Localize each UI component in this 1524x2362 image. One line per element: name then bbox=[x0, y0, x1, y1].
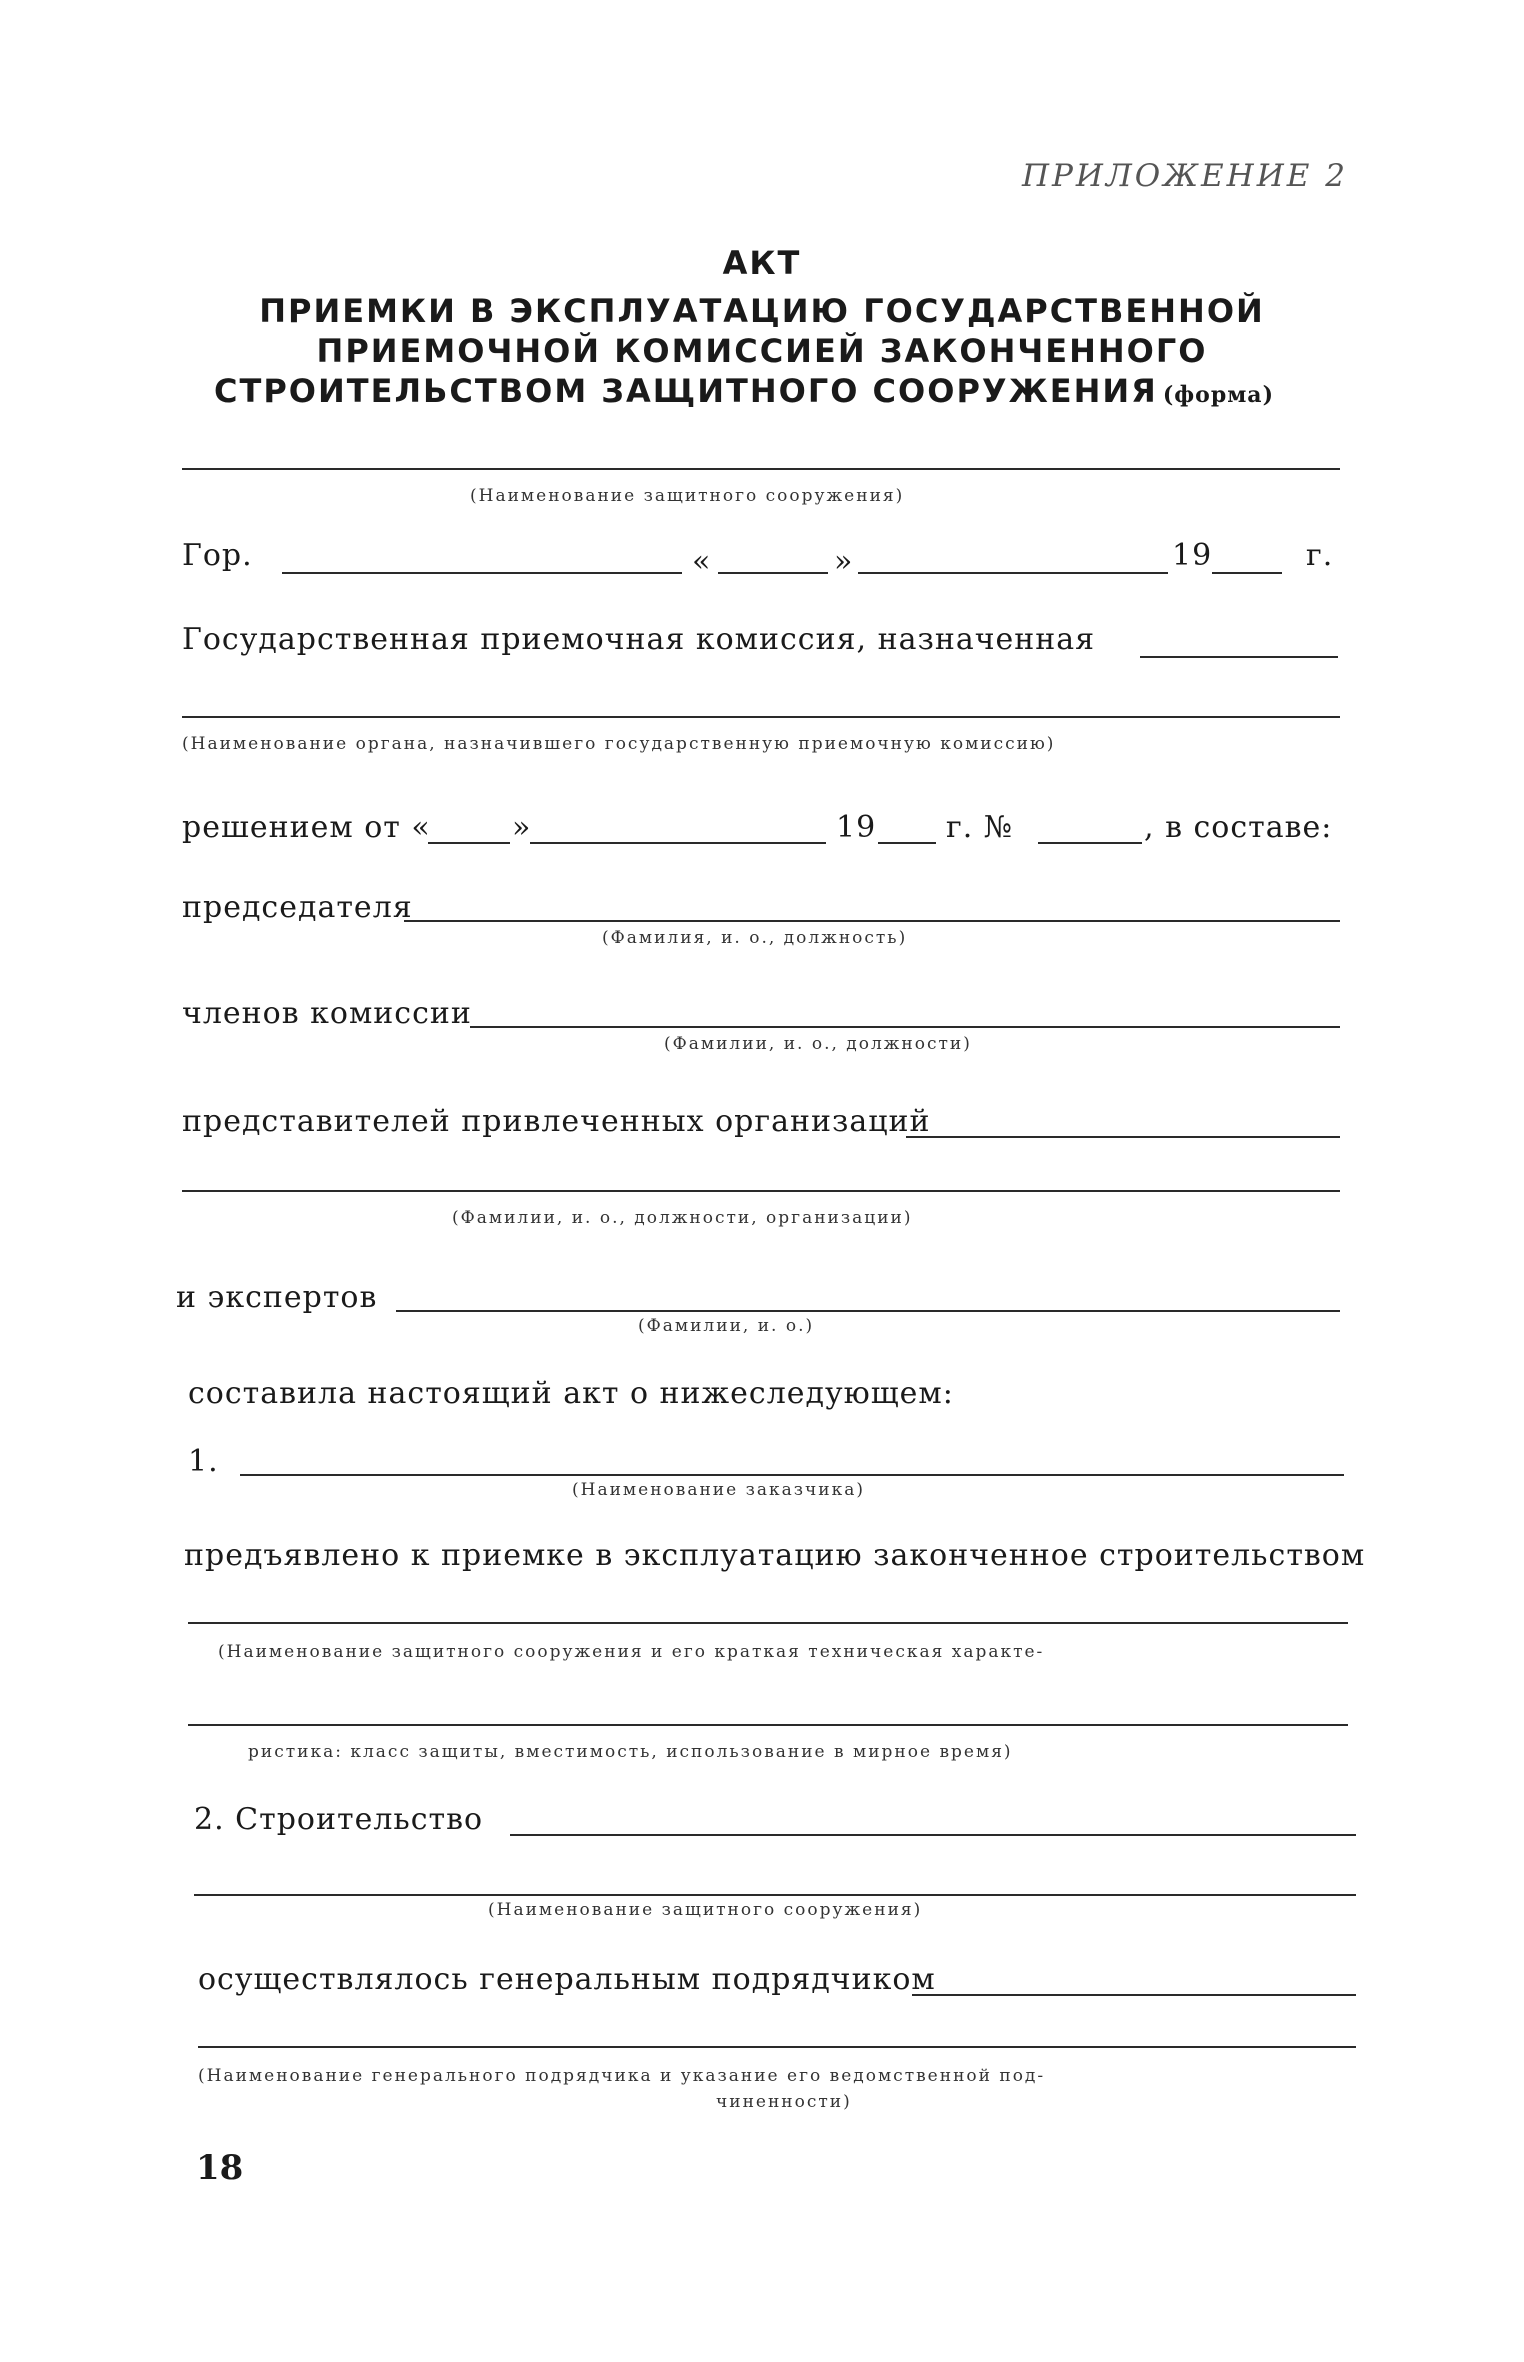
city-field[interactable] bbox=[282, 572, 682, 574]
quote-open: « bbox=[692, 544, 712, 579]
customer-field[interactable] bbox=[240, 1474, 1344, 1476]
decision-year-prefix: 19 bbox=[836, 810, 877, 845]
page-number: 18 bbox=[196, 2148, 244, 2188]
commission-label: Государственная приемочная комиссия, назначенная bbox=[182, 622, 1096, 657]
item-1-number: 1. bbox=[188, 1444, 219, 1479]
experts-label: и экспертов bbox=[176, 1280, 378, 1315]
quote-close: » bbox=[834, 544, 854, 579]
chairman-field[interactable] bbox=[404, 920, 1340, 922]
day-field[interactable] bbox=[718, 572, 828, 574]
object-name-2-caption: (Наименование защитного сооружения) bbox=[488, 1900, 923, 1920]
form-label: (форма) bbox=[1162, 382, 1274, 408]
chairman-label: председателя bbox=[182, 890, 413, 925]
object-tech-caption-1: (Наименование защитного сооружения и его краткая техническая характе- bbox=[218, 1642, 1045, 1662]
city-label: Гор. bbox=[182, 538, 253, 573]
decision-year-field[interactable] bbox=[878, 842, 936, 844]
month-field[interactable] bbox=[858, 572, 1168, 574]
decision-quote-close: » bbox=[512, 810, 532, 845]
construction-field[interactable] bbox=[510, 1834, 1356, 1836]
year-prefix: 19 bbox=[1172, 538, 1213, 573]
composition-label: , в составе: bbox=[1144, 810, 1333, 845]
contractor-name-field[interactable] bbox=[198, 2046, 1356, 2048]
object-name-caption: (Наименование защитного сооружения) bbox=[470, 486, 905, 506]
orgs-label: представителей привлеченных организаций bbox=[182, 1104, 931, 1139]
decision-number-label: г. № bbox=[946, 810, 1014, 845]
customer-caption: (Наименование заказчика) bbox=[572, 1480, 866, 1500]
presented-text: предъявлено к приемке в эксплуатацию законченное строительством bbox=[184, 1538, 1366, 1573]
decision-label: решением от « bbox=[182, 810, 431, 845]
decision-month-field[interactable] bbox=[530, 842, 826, 844]
orgs-caption: (Фамилии, и. о., должности, организации) bbox=[452, 1208, 913, 1228]
orgs-field[interactable] bbox=[906, 1136, 1340, 1138]
general-contractor-label: осуществлялось генеральным подрядчиком bbox=[198, 1962, 936, 1997]
chairman-caption: (Фамилия, и. о., должность) bbox=[602, 928, 908, 948]
object-tech-field-2[interactable] bbox=[188, 1724, 1348, 1726]
general-contractor-field[interactable] bbox=[912, 1994, 1356, 1996]
experts-caption: (Фамилии, и. о.) bbox=[638, 1316, 815, 1336]
object-name-2-field[interactable] bbox=[194, 1894, 1356, 1896]
authority-field[interactable] bbox=[182, 716, 1340, 718]
year-suffix: г. bbox=[1306, 538, 1334, 573]
decision-day-field[interactable] bbox=[428, 842, 510, 844]
object-tech-caption-2: ристика: класс защиты, вместимость, использование в мирное время) bbox=[248, 1742, 1013, 1762]
orgs-field-2[interactable] bbox=[182, 1190, 1340, 1192]
document-title-line4: СТРОИТЕЛЬСТВОМ ЗАЩИТНОГО СООРУЖЕНИЯ bbox=[214, 372, 1158, 410]
object-name-field[interactable] bbox=[182, 468, 1340, 470]
document-title-line3: ПРИЕМОЧНОЙ КОМИССИЕЙ ЗАКОНЧЕННОГО bbox=[316, 332, 1208, 370]
year-field[interactable] bbox=[1212, 572, 1282, 574]
object-tech-field[interactable] bbox=[188, 1622, 1348, 1624]
authority-caption: (Наименование органа, назначившего государственную приемочную комиссию) bbox=[182, 734, 1056, 754]
contractor-caption-2: чиненности) bbox=[716, 2092, 852, 2112]
decision-number-field[interactable] bbox=[1038, 842, 1142, 844]
document-title-line2: ПРИЕМКИ В ЭКСПЛУАТАЦИЮ ГОСУДАРСТВЕННОЙ bbox=[259, 292, 1265, 330]
members-label: членов комиссии bbox=[182, 996, 472, 1031]
item-2-label: 2. Строительство bbox=[194, 1802, 484, 1837]
document-title-row4 bbox=[214, 372, 1334, 410]
experts-field[interactable] bbox=[396, 1310, 1340, 1312]
contractor-caption-1: (Наименование генерального подрядчика и указание его ведомственной под- bbox=[198, 2066, 1046, 2086]
annex-label: ПРИЛОЖЕНИЕ 2 bbox=[1022, 158, 1348, 194]
document-title: АКТ bbox=[722, 244, 802, 282]
members-field[interactable] bbox=[470, 1026, 1340, 1028]
compiled-text: составила настоящий акт о нижеследующем: bbox=[188, 1376, 954, 1411]
members-caption: (Фамилии, и. о., должности) bbox=[664, 1034, 972, 1054]
commission-field[interactable] bbox=[1140, 656, 1338, 658]
